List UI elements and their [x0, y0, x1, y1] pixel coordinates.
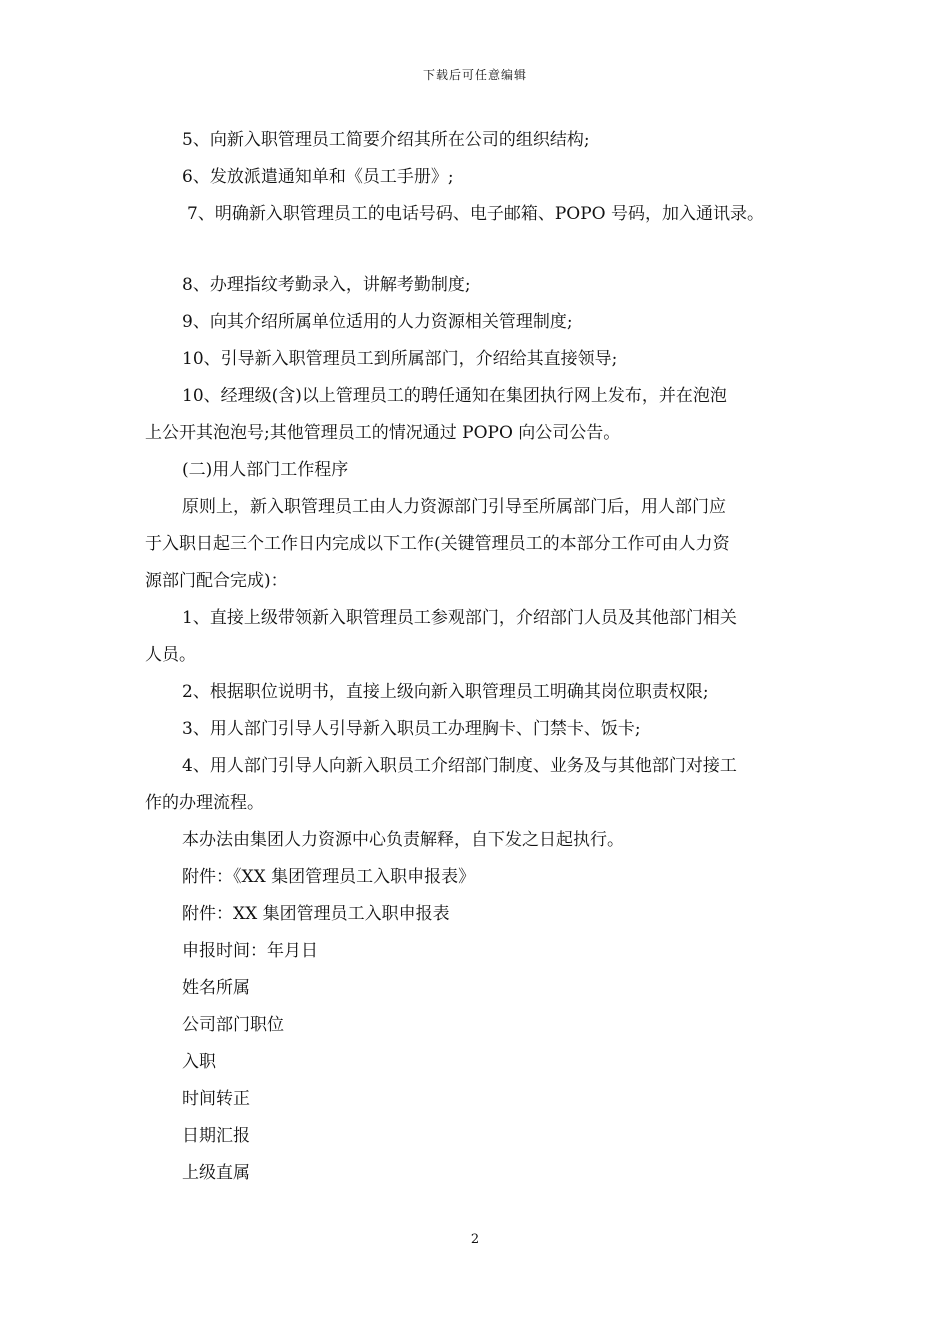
blank-line — [145, 233, 815, 267]
paragraph-line: 1、直接上级带领新入职管理员工参观部门，介绍部门人员及其他部门相关 — [182, 608, 737, 628]
form-field-line: 姓名所属 — [182, 978, 250, 998]
page-header: 下载后可任意编辑 — [422, 68, 527, 82]
section-heading: (二)用人部门工作程序 — [182, 460, 349, 480]
paragraph-line: 源部门配合完成)： — [145, 571, 288, 591]
form-field-line: 申报时间：年月日 — [182, 941, 318, 961]
paragraph-line: 附件：《XX 集团管理员工入职申报表》 — [182, 867, 476, 887]
form-field-line: 上级直属 — [182, 1163, 250, 1183]
form-field-line: 日期汇报 — [182, 1126, 250, 1146]
paragraph-line: 10、引导新入职管理员工到所属部门，介绍给其直接领导; — [182, 349, 618, 369]
page-number: 2 — [470, 1232, 480, 1247]
paragraph-line: 7、明确新入职管理员工的电话号码、电子邮箱、POPO 号码，加入通讯录。 — [187, 204, 764, 224]
paragraph-line: 人员。 — [145, 645, 196, 665]
paragraph-line: 8、办理指纹考勤录入，讲解考勤制度; — [182, 275, 471, 295]
paragraph-line: 原则上，新入职管理员工由人力资源部门引导至所属部门后，用人部门应 — [182, 497, 726, 517]
document-body — [145, 122, 815, 1192]
paragraph-line: 3、用人部门引导人引导新入职员工办理胸卡、门禁卡、饭卡; — [182, 719, 641, 739]
paragraph-line: 6、发放派遣通知单和《员工手册》; — [182, 167, 454, 187]
paragraph-line: 附件：XX 集团管理员工入职申报表 — [182, 904, 450, 924]
paragraph-line: 4、用人部门引导人向新入职员工介绍部门制度、业务及与其他部门对接工 — [182, 756, 737, 776]
paragraph-line: 本办法由集团人力资源中心负责解释，自下发之日起执行。 — [182, 830, 624, 850]
paragraph-line: 2、根据职位说明书，直接上级向新入职管理员工明确其岗位职责权限; — [182, 682, 709, 702]
paragraph-line: 于入职日起三个工作日内完成以下工作(关键管理员工的本部分工作可由人力资 — [145, 534, 730, 554]
paragraph-line: 上公开其泡泡号;其他管理员工的情况通过 POPO 向公司公告。 — [145, 423, 621, 443]
form-field-line: 公司部门职位 — [182, 1015, 284, 1035]
paragraph-line: 10、经理级(含)以上管理员工的聘任通知在集团执行网上发布，并在泡泡 — [182, 386, 727, 406]
paragraph-line: 9、向其介绍所属单位适用的人力资源相关管理制度; — [182, 312, 573, 332]
paragraph-line: 作的办理流程。 — [145, 793, 264, 813]
paragraph-line: 5、向新入职管理员工简要介绍其所在公司的组织结构; — [182, 130, 590, 150]
form-field-line: 时间转正 — [182, 1089, 250, 1109]
form-field-line: 入职 — [182, 1052, 216, 1072]
